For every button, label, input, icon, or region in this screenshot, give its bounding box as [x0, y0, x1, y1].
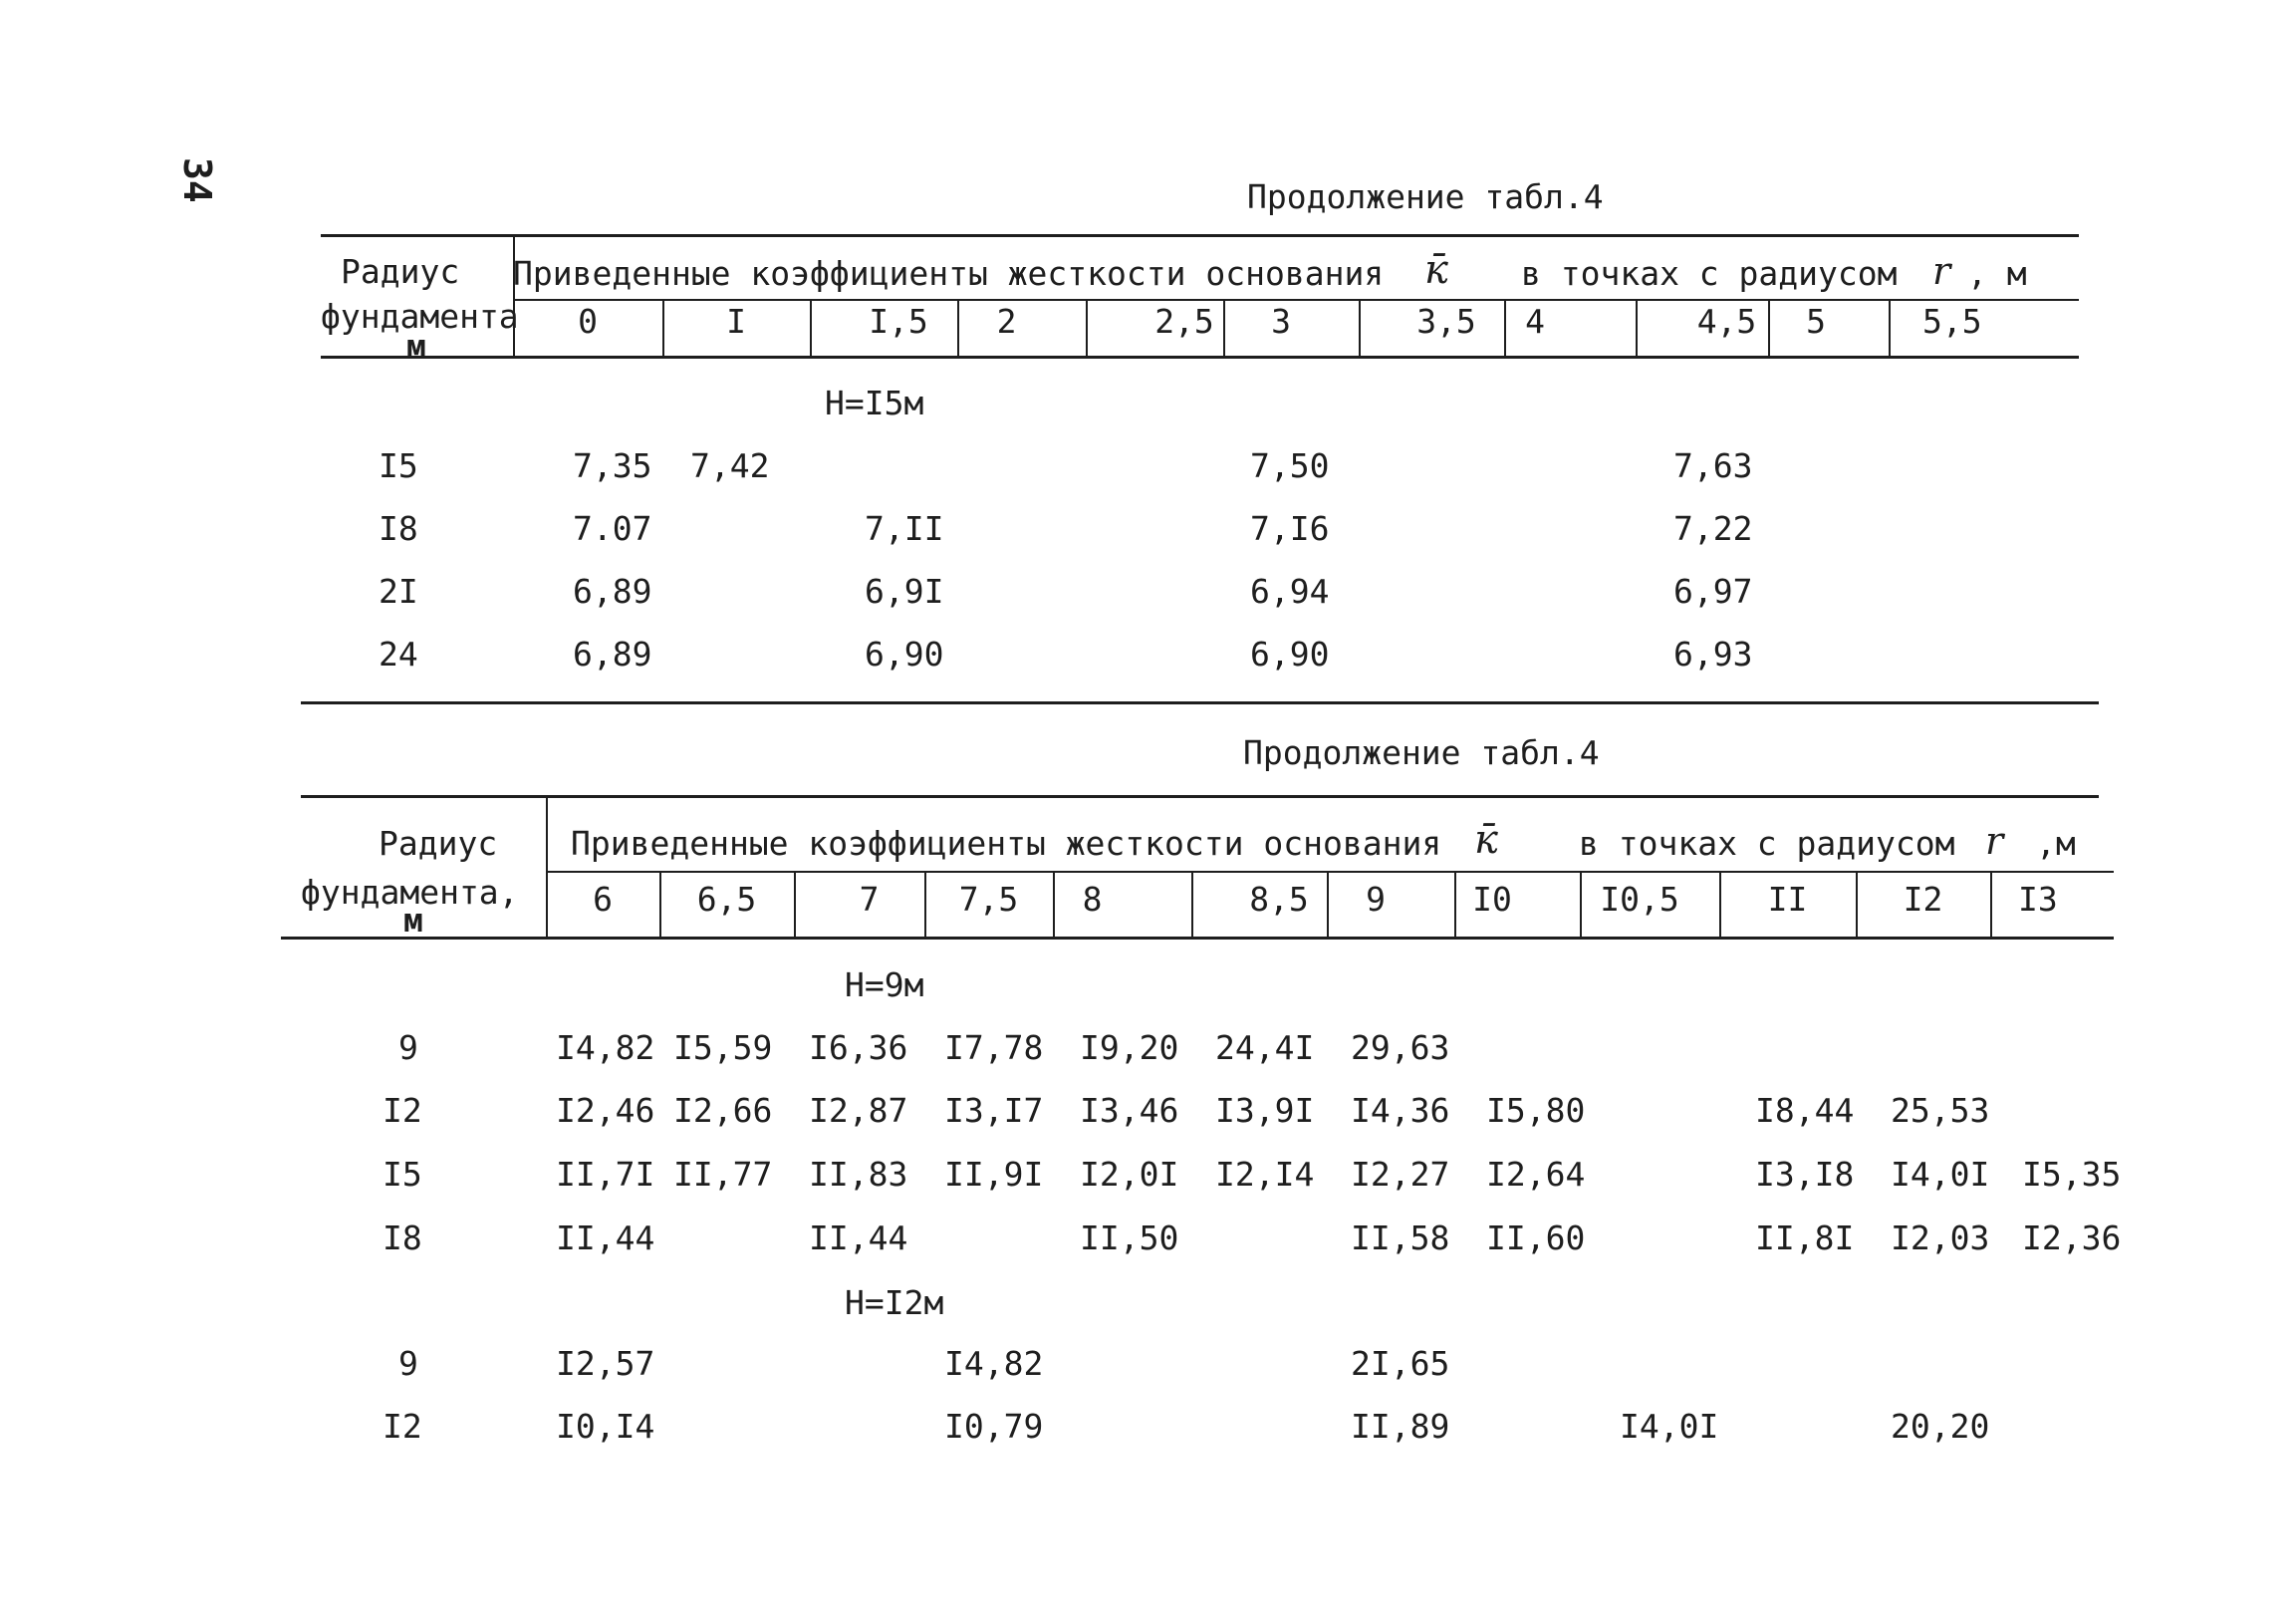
column-header: 7: [859, 880, 880, 919]
radius-header-unit: м: [406, 327, 426, 366]
cell-value: I5,59: [673, 1028, 773, 1067]
cell-value: II,50: [1080, 1218, 1179, 1257]
cell-value: 7,35: [573, 446, 652, 485]
section-title: H=I2м: [845, 1283, 944, 1322]
cell-value: I3,I8: [1755, 1155, 1855, 1194]
column-header: 3: [1271, 302, 1291, 341]
cell-value: 6,94: [1250, 572, 1330, 611]
col-divider: [1990, 871, 1992, 939]
page-number: 34: [175, 157, 219, 203]
table-2-caption: Продолжение табл.4: [1243, 733, 1600, 772]
column-header: II: [1767, 880, 1808, 919]
cell-value: 25,53: [1891, 1091, 1990, 1130]
radius-header-unit: м: [403, 901, 423, 940]
r-symbol: r: [1985, 819, 2004, 863]
cell-value: 6,90: [1250, 635, 1330, 674]
cell-value: II,7I: [556, 1155, 655, 1194]
cell-value: 29,63: [1351, 1028, 1450, 1067]
col-divider: [1889, 299, 1891, 357]
cell-value: I2,87: [809, 1091, 908, 1130]
cell-value: I0,I4: [556, 1407, 655, 1446]
column-header: 5: [1806, 302, 1826, 341]
column-header: 5,5: [1922, 302, 1982, 341]
column-header: 6: [593, 880, 613, 919]
column-header: 8,5: [1249, 880, 1309, 919]
column-header: 3,5: [1416, 302, 1476, 341]
column-header: 4,5: [1696, 302, 1757, 341]
column-header: I0: [1472, 880, 1512, 919]
cell-value: I2,46: [556, 1091, 655, 1130]
column-header: 6,5: [696, 880, 757, 919]
unit-header: ,м: [2036, 824, 2076, 863]
column-header: 8: [1082, 880, 1103, 919]
r-symbol: r: [1932, 249, 1951, 293]
cell-value: I2,64: [1486, 1155, 1586, 1194]
cell-value: I2,57: [556, 1344, 655, 1383]
row-radius: 2I: [379, 572, 418, 611]
cell-value: I2,0I: [1080, 1155, 1179, 1194]
cell-value: I4,82: [944, 1344, 1044, 1383]
row-radius: I8: [383, 1218, 422, 1257]
cell-value: 7,I6: [1250, 509, 1330, 548]
table-1-bottom-header-rule: [321, 356, 2079, 359]
cell-value: II,60: [1486, 1218, 1586, 1257]
cell-value: I3,I7: [944, 1091, 1044, 1130]
row-radius: 9: [398, 1028, 418, 1067]
table-2-top-rule: [301, 795, 2099, 798]
table-2-divider: [546, 795, 548, 939]
table-1-header-rule: [513, 299, 2079, 301]
cell-value: I2,66: [673, 1091, 773, 1130]
k-bar-symbol: к̄: [1474, 817, 1498, 863]
radius-header-2: фундамента,: [301, 873, 519, 912]
cell-value: I3,9I: [1215, 1091, 1315, 1130]
table-1-top-rule: [321, 234, 2079, 237]
k-bar-symbol: к̄: [1424, 247, 1448, 293]
cell-value: I7,78: [944, 1028, 1044, 1067]
row-radius: I2: [383, 1407, 422, 1446]
section-title: H=9м: [845, 965, 924, 1004]
column-header: I,5: [869, 302, 928, 341]
column-header: 2,5: [1154, 302, 1214, 341]
column-header: 4: [1525, 302, 1545, 341]
cell-value: I4,0I: [1891, 1155, 1990, 1194]
cell-value: I0,79: [944, 1407, 1044, 1446]
row-radius: I8: [379, 509, 418, 548]
radius-header: Радиус: [341, 252, 460, 291]
cell-value: II,77: [673, 1155, 773, 1194]
row-radius: I5: [379, 446, 418, 485]
cell-value: 7,22: [1673, 509, 1753, 548]
cell-value: 6,89: [573, 635, 652, 674]
cell-value: I9,20: [1080, 1028, 1179, 1067]
cell-value: 6,9I: [865, 572, 944, 611]
points-header: в точках с радиусом: [1579, 824, 1955, 863]
column-header: I: [726, 302, 746, 341]
cell-value: I5,80: [1486, 1091, 1586, 1130]
cell-value: 6,97: [1673, 572, 1753, 611]
cell-value: II,44: [556, 1218, 655, 1257]
row-radius: I5: [383, 1155, 422, 1194]
cell-value: I3,46: [1080, 1091, 1179, 1130]
cell-value: II,89: [1351, 1407, 1450, 1446]
cell-value: 24,4I: [1215, 1028, 1315, 1067]
column-header: 0: [578, 302, 598, 341]
cell-value: I5,35: [2022, 1155, 2122, 1194]
cell-value: I2,27: [1351, 1155, 1450, 1194]
cell-value: II,83: [809, 1155, 908, 1194]
table-1-divider: [513, 234, 515, 358]
points-header: в точках с радиусом: [1521, 254, 1898, 293]
cell-value: I6,36: [809, 1028, 908, 1067]
cell-value: II,9I: [944, 1155, 1044, 1194]
cell-value: 7,42: [690, 446, 770, 485]
table-2-bottom-header-rule: [281, 937, 2114, 940]
cell-value: 7,63: [1673, 446, 1753, 485]
table-1-end-rule: [301, 701, 2099, 704]
cell-value: 6,90: [865, 635, 944, 674]
row-radius: 24: [379, 635, 418, 674]
column-header: I2: [1903, 880, 1943, 919]
radius-header-2: фундамента: [321, 297, 519, 336]
cell-value: I4,0I: [1620, 1407, 1719, 1446]
cell-value: I2,03: [1891, 1218, 1990, 1257]
table-2-header-rule: [546, 871, 2114, 873]
section-title: H=I5м: [825, 384, 924, 422]
column-header: I0,5: [1600, 880, 1679, 919]
cell-value: 7.07: [573, 509, 652, 548]
cell-value: 6,93: [1673, 635, 1753, 674]
column-header: 9: [1366, 880, 1386, 919]
cell-value: 2I,65: [1351, 1344, 1450, 1383]
cell-value: I4,36: [1351, 1091, 1450, 1130]
table-1-caption: Продолжение табл.4: [1247, 177, 1604, 216]
coefficients-header: Приведенные коэффициенты жесткости основания: [571, 824, 1442, 863]
cell-value: 20,20: [1891, 1407, 1990, 1446]
row-radius: 9: [398, 1344, 418, 1383]
cell-value: II,8I: [1755, 1218, 1855, 1257]
cell-value: 7,50: [1250, 446, 1330, 485]
cell-value: II,44: [809, 1218, 908, 1257]
column-header: 7,5: [958, 880, 1019, 919]
cell-value: 6,89: [573, 572, 652, 611]
column-header: I3: [2018, 880, 2058, 919]
cell-value: II,58: [1351, 1218, 1450, 1257]
unit-header: , м: [1967, 254, 2027, 293]
column-header: 2: [996, 302, 1017, 341]
cell-value: 7,II: [865, 509, 944, 548]
cell-value: I8,44: [1755, 1091, 1855, 1130]
coefficients-header: Приведенные коэффициенты жесткости основания: [513, 254, 1385, 293]
cell-value: I2,36: [2022, 1218, 2122, 1257]
cell-value: I2,I4: [1215, 1155, 1315, 1194]
cell-value: I4,82: [556, 1028, 655, 1067]
row-radius: I2: [383, 1091, 422, 1130]
radius-header: Радиус: [379, 824, 498, 863]
